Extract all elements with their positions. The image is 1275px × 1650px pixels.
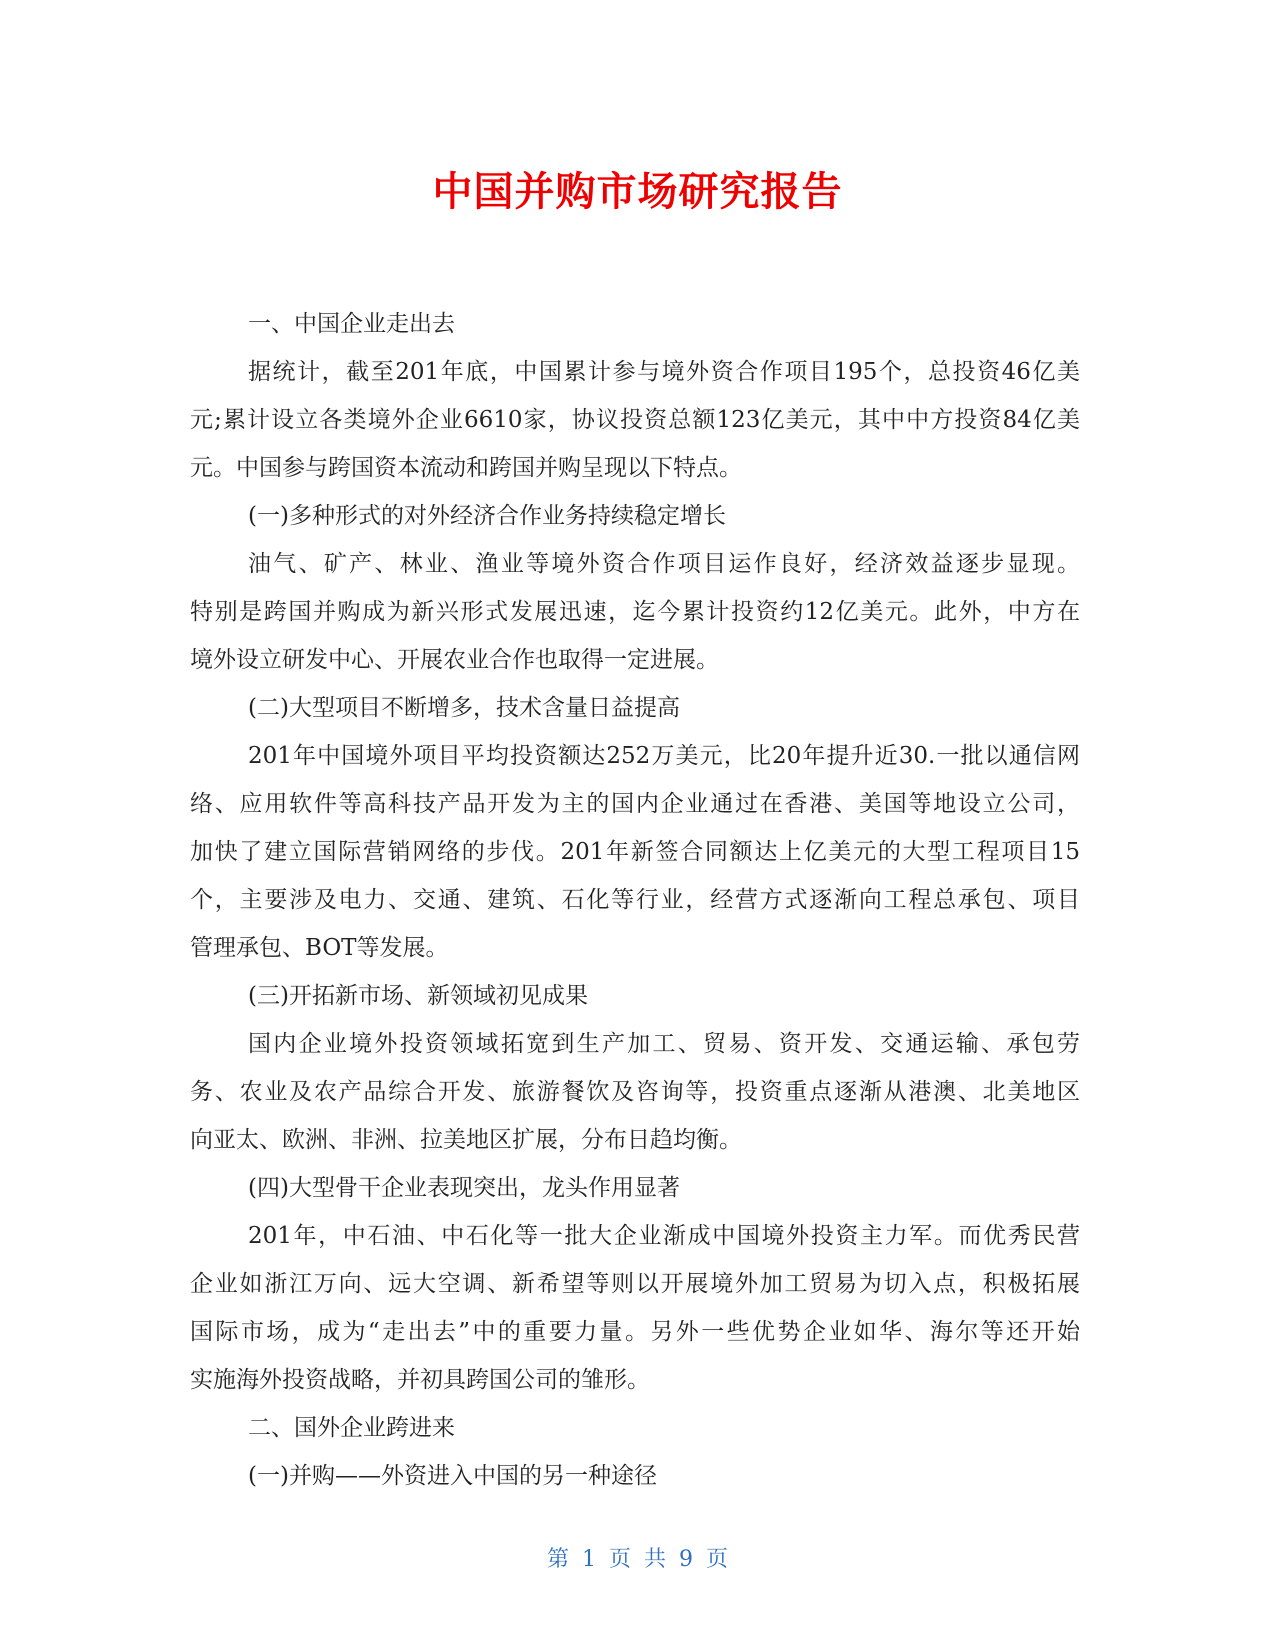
paragraph-line: 元;累计设立各类境外企业6610家，协议投资总额123亿美元，其中中方投资84亿美 xyxy=(190,407,1080,433)
paragraph-line: 个，主要涉及电力、交通、建筑、石化等行业，经营方式逐渐向工程总承包、项目 xyxy=(190,887,1080,913)
document-body xyxy=(190,300,1080,1500)
paragraph-line: 络、应用软件等高科技产品开发为主的国内企业通过在香港、美国等地设立公司， xyxy=(190,791,1080,817)
section-heading: 二、国外企业跨进来 xyxy=(248,1415,455,1441)
paragraph-line: 据统计，截至201年底，中国累计参与境外资合作项目195个，总投资46亿美 xyxy=(248,359,1080,385)
section-heading: 一、中国企业走出去 xyxy=(248,311,455,337)
paragraph-line: 管理承包、BOT等发展。 xyxy=(190,935,449,961)
subsection-heading: (二)大型项目不断增多，技术含量日益提高 xyxy=(248,695,680,721)
subsection-heading: (四)大型骨干企业表现突出，龙头作用显著 xyxy=(248,1175,680,1201)
paragraph-line: 企业如浙江万向、远大空调、新希望等则以开展境外加工贸易为切入点，积极拓展 xyxy=(190,1271,1080,1297)
paragraph-line: 境外设立研发中心、开展农业合作也取得一定进展。 xyxy=(190,647,719,673)
paragraph-line: 国内企业境外投资领域拓宽到生产加工、贸易、资开发、交通运输、承包劳 xyxy=(248,1031,1080,1057)
paragraph-line: 实施海外投资战略，并初具跨国公司的雏形。 xyxy=(190,1367,650,1393)
paragraph-line: 201年，中石油、中石化等一批大企业渐成中国境外投资主力军。而优秀民营 xyxy=(248,1223,1080,1249)
document-title: 中国并购市场研究报告 xyxy=(432,169,843,215)
subsection-heading: (一)多种形式的对外经济合作业务持续稳定增长 xyxy=(248,503,726,529)
paragraph-line: 元。中国参与跨国资本流动和跨国并购呈现以下特点。 xyxy=(190,455,742,481)
paragraph-line: 向亚太、欧洲、非洲、拉美地区扩展，分布日趋均衡。 xyxy=(190,1127,742,1153)
subsection-heading: (三)开拓新市场、新领域初见成果 xyxy=(248,983,588,1009)
paragraph-line: 201年中国境外项目平均投资额达252万美元，比20年提升近30.一批以通信网 xyxy=(248,743,1080,769)
paragraph-line: 油气、矿产、林业、渔业等境外资合作项目运作良好，经济效益逐步显现。 xyxy=(248,551,1080,577)
page-number: 第 1 页 共 9 页 xyxy=(547,1547,728,1572)
subsection-heading: (一)并购——外资进入中国的另一种途径 xyxy=(248,1463,657,1489)
paragraph-line: 务、农业及农产品综合开发、旅游餐饮及咨询等，投资重点逐渐从港澳、北美地区 xyxy=(190,1079,1080,1105)
paragraph-line: 特别是跨国并购成为新兴形式发展迅速，迄今累计投资约12亿美元。此外，中方在 xyxy=(190,599,1080,625)
paragraph-line: 国际市场，成为“走出去”中的重要力量。另外一些优势企业如华、海尔等还开始 xyxy=(190,1319,1080,1345)
paragraph-line: 加快了建立国际营销网络的步伐。201年新签合同额达上亿美元的大型工程项目15 xyxy=(190,839,1080,865)
